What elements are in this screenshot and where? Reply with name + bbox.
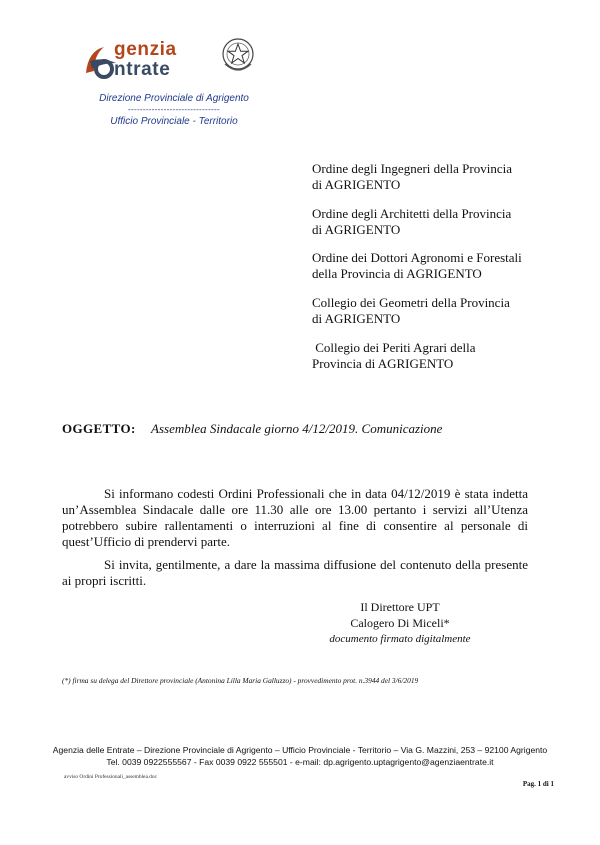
addressee-block — [312, 340, 552, 372]
logo-text-entrate: ntrate — [114, 59, 171, 80]
subject-text: Assemblea Sindacale giorno 4/12/2019. Comunicazione — [151, 421, 443, 436]
subject-line — [62, 421, 442, 437]
signature-name: Calogero Di Miceli* — [350, 616, 450, 630]
addressee-line: Provincia di AGRIGENTO — [312, 356, 454, 371]
delegation-footnote: (*) firma su delega del Direttore provinciale (Antonina Lilla Maria Galluzzo) - provvedimento prot. n.3944 del 3/6/2019 — [62, 676, 419, 685]
signature-block — [320, 599, 480, 647]
office-line-ufficio: Ufficio Provinciale - Territorio — [110, 116, 238, 127]
body-paragraph — [62, 557, 528, 589]
addressee-line: di AGRIGENTO — [312, 311, 401, 326]
addressee-line: di AGRIGENTO — [312, 222, 401, 237]
file-name: avviso Ordini Professionali_assemblea.doc — [64, 774, 157, 780]
body-text: Si invita, gentilmente, a dare la massima diffusione del contenuto della presente ai propri iscritti. — [62, 557, 528, 588]
addressee-line: Collegio dei Periti Agrari della — [312, 340, 476, 355]
italian-republic-emblem-icon — [220, 36, 256, 76]
footer-address: Agenzia delle Entrate – Direzione Provinciale di Agrigento – Ufficio Provinciale - Territorio – Via G. Mazzini, 253 – 92100 Agrigento — [52, 745, 548, 755]
office-separator: ------------------------------- — [128, 105, 220, 114]
signature-title: Il Direttore UPT — [360, 600, 440, 614]
addressee-line: della Provincia di AGRIGENTO — [312, 266, 482, 281]
footer-contacts: Tel. 0039 0922555567 - Fax 0039 0922 555501 - e-mail: dp.agrigento.uptagrigento@agenziaentrate.it — [106, 757, 494, 767]
addressee-block — [312, 206, 552, 238]
addressee-block — [312, 161, 552, 193]
office-line-direzione: Direzione Provinciale di Agrigento — [99, 93, 249, 104]
addressee-line: Ordine degli Ingegneri della Provincia — [312, 161, 512, 176]
signature-note: documento firmato digitalmente — [329, 633, 471, 645]
addressee-line: Ordine degli Architetti della Provincia — [312, 206, 512, 221]
addressee-block — [312, 250, 552, 282]
body-text: Si informano codesti Ordini Professionali che in data 04/12/2019 è stata indetta un’Assemblea Sindacale dalle ore 11.30 alle ore 13.00 pertanto i servizi all’Utenza potrebbero subire rallentamenti o interruzioni al fine di consentire al personale di quest’Ufficio di prendervi parte. — [62, 486, 528, 549]
page-number: Pag. 1 di 1 — [522, 780, 554, 788]
addressee-line: di AGRIGENTO — [312, 177, 401, 192]
logo-text-agenzia: genzia — [114, 39, 177, 60]
addressee-line: Ordine dei Dottori Agronomi e Forestali — [312, 250, 522, 265]
addressee-line: Collegio dei Geometri della Provincia — [312, 295, 510, 310]
subject-label: OGGETTO: — [62, 421, 136, 436]
agenzia-entrate-logo — [82, 36, 258, 86]
body-paragraph — [62, 486, 528, 550]
logo-swoosh-icon — [82, 43, 118, 79]
addressee-block — [312, 295, 552, 327]
